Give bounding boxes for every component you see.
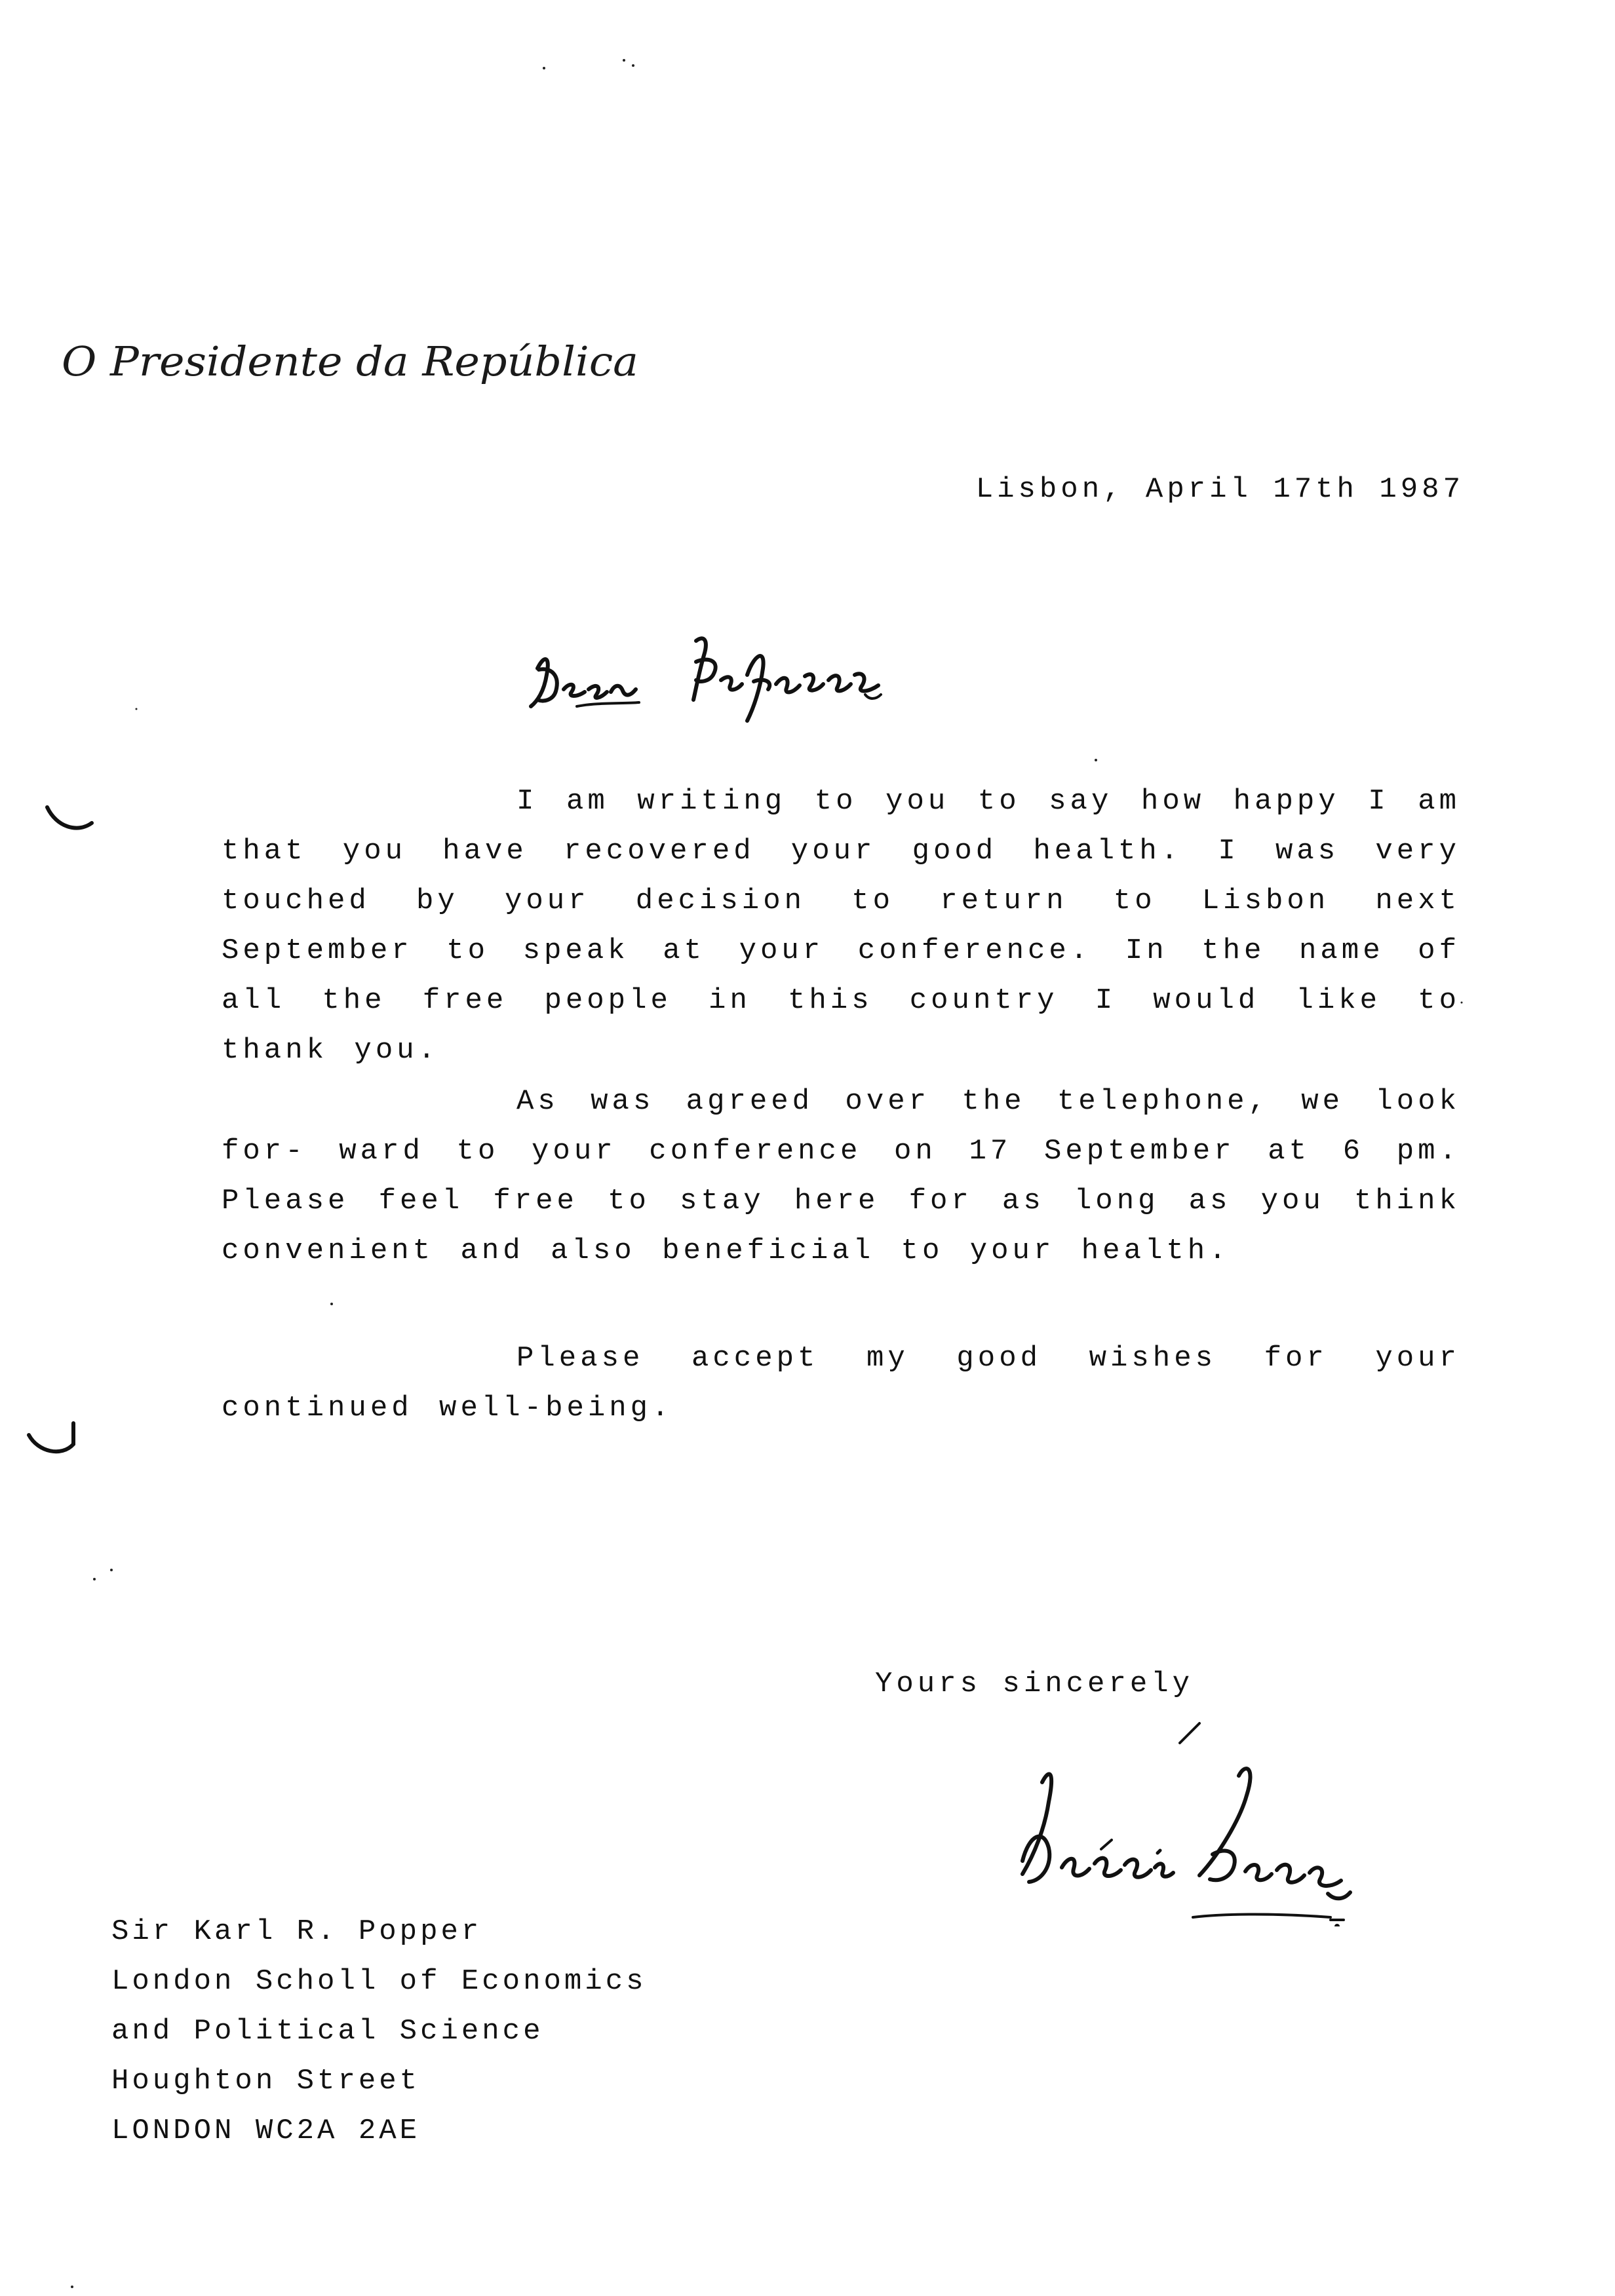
signature <box>1003 1704 1370 1926</box>
address-line: LONDON WC2A 2AE <box>111 2114 421 2147</box>
handwritten-salutation <box>524 629 891 727</box>
address-line: Houghton Street <box>111 2065 421 2097</box>
punch-hole-mark <box>29 1423 73 1451</box>
signature-handwriting <box>1003 1704 1370 1926</box>
letterhead-script <box>59 324 649 396</box>
address-line: and Political Science <box>111 2015 544 2048</box>
salutation-text: Dear Professor <box>524 629 530 630</box>
letterhead-text: O Presidente da República <box>62 337 638 385</box>
paragraph-2: As was agreed over the telephone, we look for- ward to your conference on 17 September at 6 pm. Please feel free to stay here for as long as you think convenient and also beneficial to your health. <box>222 1085 1460 1267</box>
paragraph-1: I am writing to you to say how happy I am that you have recovered your good health. I was very touched by your decision to return to Lisbon next September to speak at your conference. In the name of all the free people in this country I would like to thank you. <box>222 785 1460 1067</box>
punch-hole-mark <box>47 807 92 828</box>
letter-date: Lisbon, April 17th 1987 <box>975 473 1464 506</box>
paragraph-3: Please accept my good wishes for your continued well-being. <box>222 1342 1460 1425</box>
closing: Yours sincerely <box>875 1668 1194 1700</box>
letterhead <box>59 324 649 396</box>
recipient-address <box>111 1907 647 2156</box>
address-line: Sir Karl R. Popper <box>111 1915 482 1948</box>
salutation-handwriting <box>524 629 891 727</box>
address-line: London Scholl of Economics <box>111 1965 647 1998</box>
